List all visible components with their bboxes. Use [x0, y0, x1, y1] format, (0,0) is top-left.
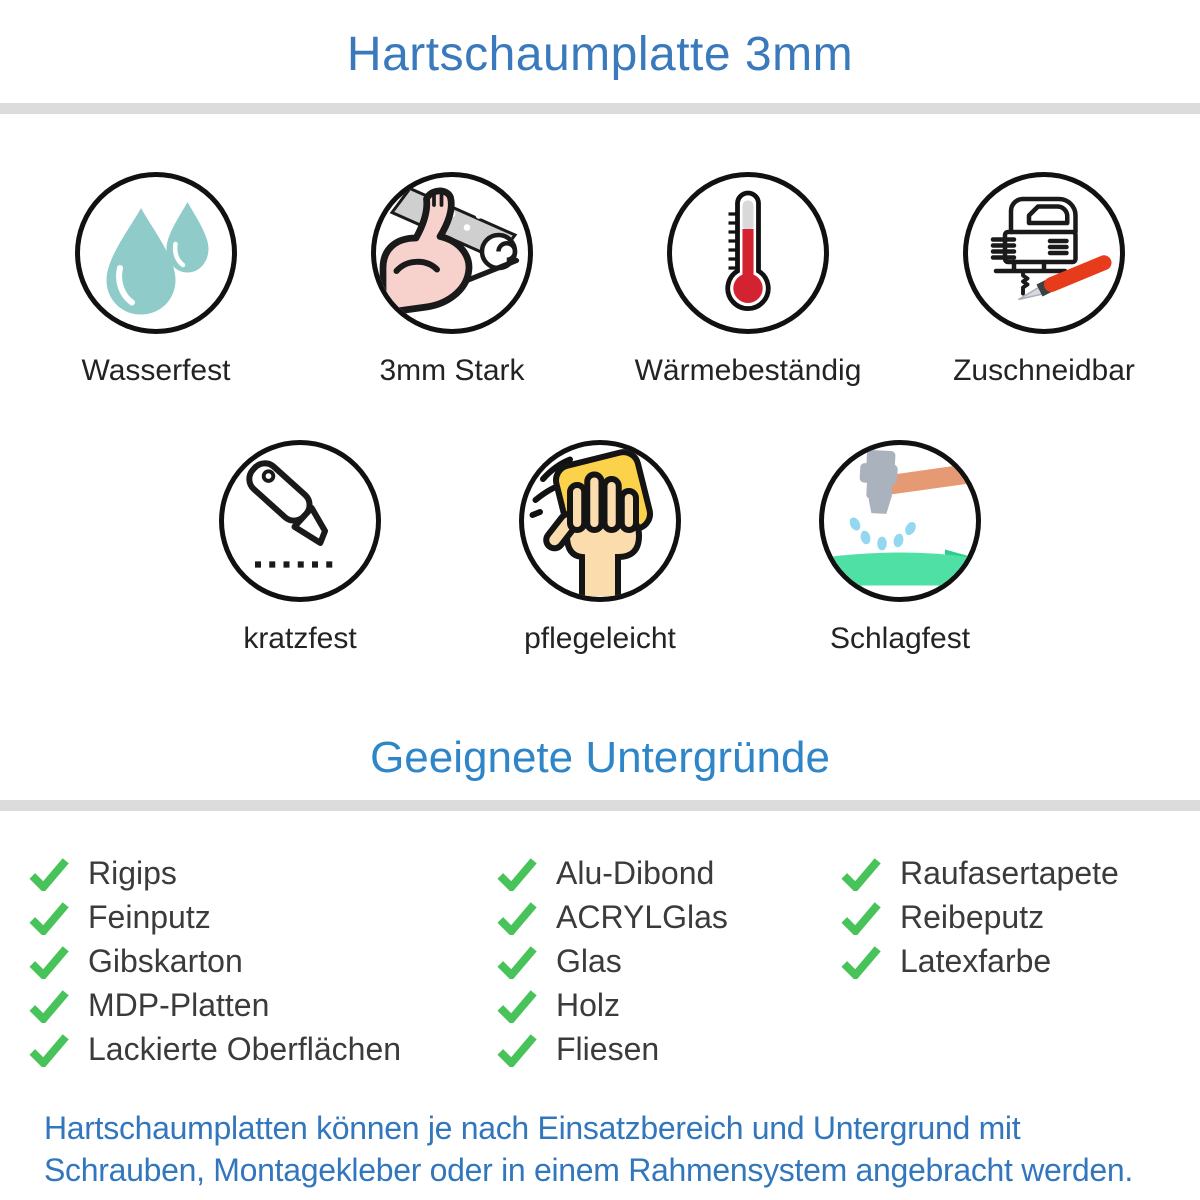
feature-circle: [75, 172, 237, 334]
list-item-label: ACRYLGlas: [556, 898, 728, 935]
list-item: [496, 1027, 840, 1071]
list-item: [840, 851, 1200, 895]
muscle-arm-icon: [377, 178, 527, 328]
list-item-label: Fliesen: [556, 1030, 660, 1067]
list-item: [496, 939, 840, 983]
list-item: [496, 895, 840, 939]
list-item: [496, 851, 840, 895]
feature-waterproof: [11, 172, 301, 388]
list-item-label: Rigips: [88, 854, 177, 891]
feature-label: Schlagfest: [829, 622, 971, 655]
feature-label: Wärmebeständig: [634, 354, 862, 387]
list-item-label: Holz: [556, 986, 621, 1023]
checklist-column-2: [496, 851, 840, 1071]
list-item: [28, 895, 496, 939]
hammer-impact-icon: [825, 446, 975, 596]
list-item-label: Latexfarbe: [900, 942, 1052, 979]
feature-easy-care: [450, 440, 750, 656]
feature-label: Wasserfest: [81, 354, 231, 387]
list-item: [840, 895, 1200, 939]
divider-bar-top: [0, 103, 1200, 114]
check-icon: [496, 944, 538, 979]
feature-circle: [519, 440, 681, 602]
check-icon: [28, 988, 70, 1023]
list-item-label: MDP-Platten: [88, 986, 270, 1023]
list-item: [496, 983, 840, 1027]
list-item-label: Alu-Dibond: [556, 854, 715, 891]
water-drops-icon: [81, 178, 231, 328]
mounting-note-line: Schrauben, Montagekleber oder in einem Rahmensystem angebracht werden.: [44, 1152, 1133, 1188]
checklist-column-3: [840, 851, 1200, 1071]
divider-bar-middle: [0, 800, 1200, 811]
check-icon: [496, 900, 538, 935]
feature-label: Zuschneidbar: [953, 354, 1135, 387]
check-icon: [28, 900, 70, 935]
check-icon: [496, 988, 538, 1023]
surfaces-checklist: [0, 851, 1200, 1071]
list-item: [28, 1027, 496, 1071]
list-item-label: Lackierte Oberflächen: [88, 1030, 402, 1067]
page-title: Hartschaumplatte 3mm: [346, 28, 854, 81]
check-icon: [840, 944, 882, 979]
list-item-label: Gibskarton: [88, 942, 243, 979]
list-item: [28, 851, 496, 895]
check-icon: [28, 1032, 70, 1067]
list-item: [28, 983, 496, 1027]
mounting-note-line: Hartschaumplatten können je nach Einsatzbereich und Untergrund mit: [44, 1110, 1021, 1146]
check-icon: [28, 856, 70, 891]
mounting-note: [44, 1107, 1170, 1191]
thermometer-icon: [673, 178, 823, 328]
feature-circle: [667, 172, 829, 334]
feature-3mm-strong: [307, 172, 597, 388]
check-icon: [496, 856, 538, 891]
check-icon: [496, 1032, 538, 1067]
feature-heat-resistant: [603, 172, 893, 388]
checklist-column-1: [28, 851, 496, 1071]
check-icon: [28, 944, 70, 979]
feature-label: pflegeleicht: [524, 622, 676, 655]
feature-scratchproof: [150, 440, 450, 656]
check-icon: [840, 856, 882, 891]
list-item-label: Feinputz: [88, 898, 211, 935]
feature-impact-resistant: [750, 440, 1050, 656]
feature-label: kratzfest: [243, 622, 357, 655]
feature-circle: [219, 440, 381, 602]
list-item: [840, 939, 1200, 983]
list-item: [28, 939, 496, 983]
feature-circle: [371, 172, 533, 334]
list-item-label: Raufasertapete: [900, 854, 1119, 891]
utility-knife-icon: [225, 446, 375, 596]
section-title: Geeignete Untergründe: [370, 733, 830, 782]
feature-row-2: [0, 440, 1200, 656]
feature-cuttable: [899, 172, 1189, 388]
feature-row-1: [0, 172, 1200, 388]
cleaning-hand-icon: [525, 446, 675, 596]
list-item-label: Reibeputz: [900, 898, 1045, 935]
list-item-label: Glas: [556, 942, 622, 979]
feature-circle: [963, 172, 1125, 334]
check-icon: [840, 900, 882, 935]
feature-label: 3mm Stark: [379, 354, 525, 387]
feature-circle: [819, 440, 981, 602]
jigsaw-cutter-icon: [969, 178, 1119, 328]
